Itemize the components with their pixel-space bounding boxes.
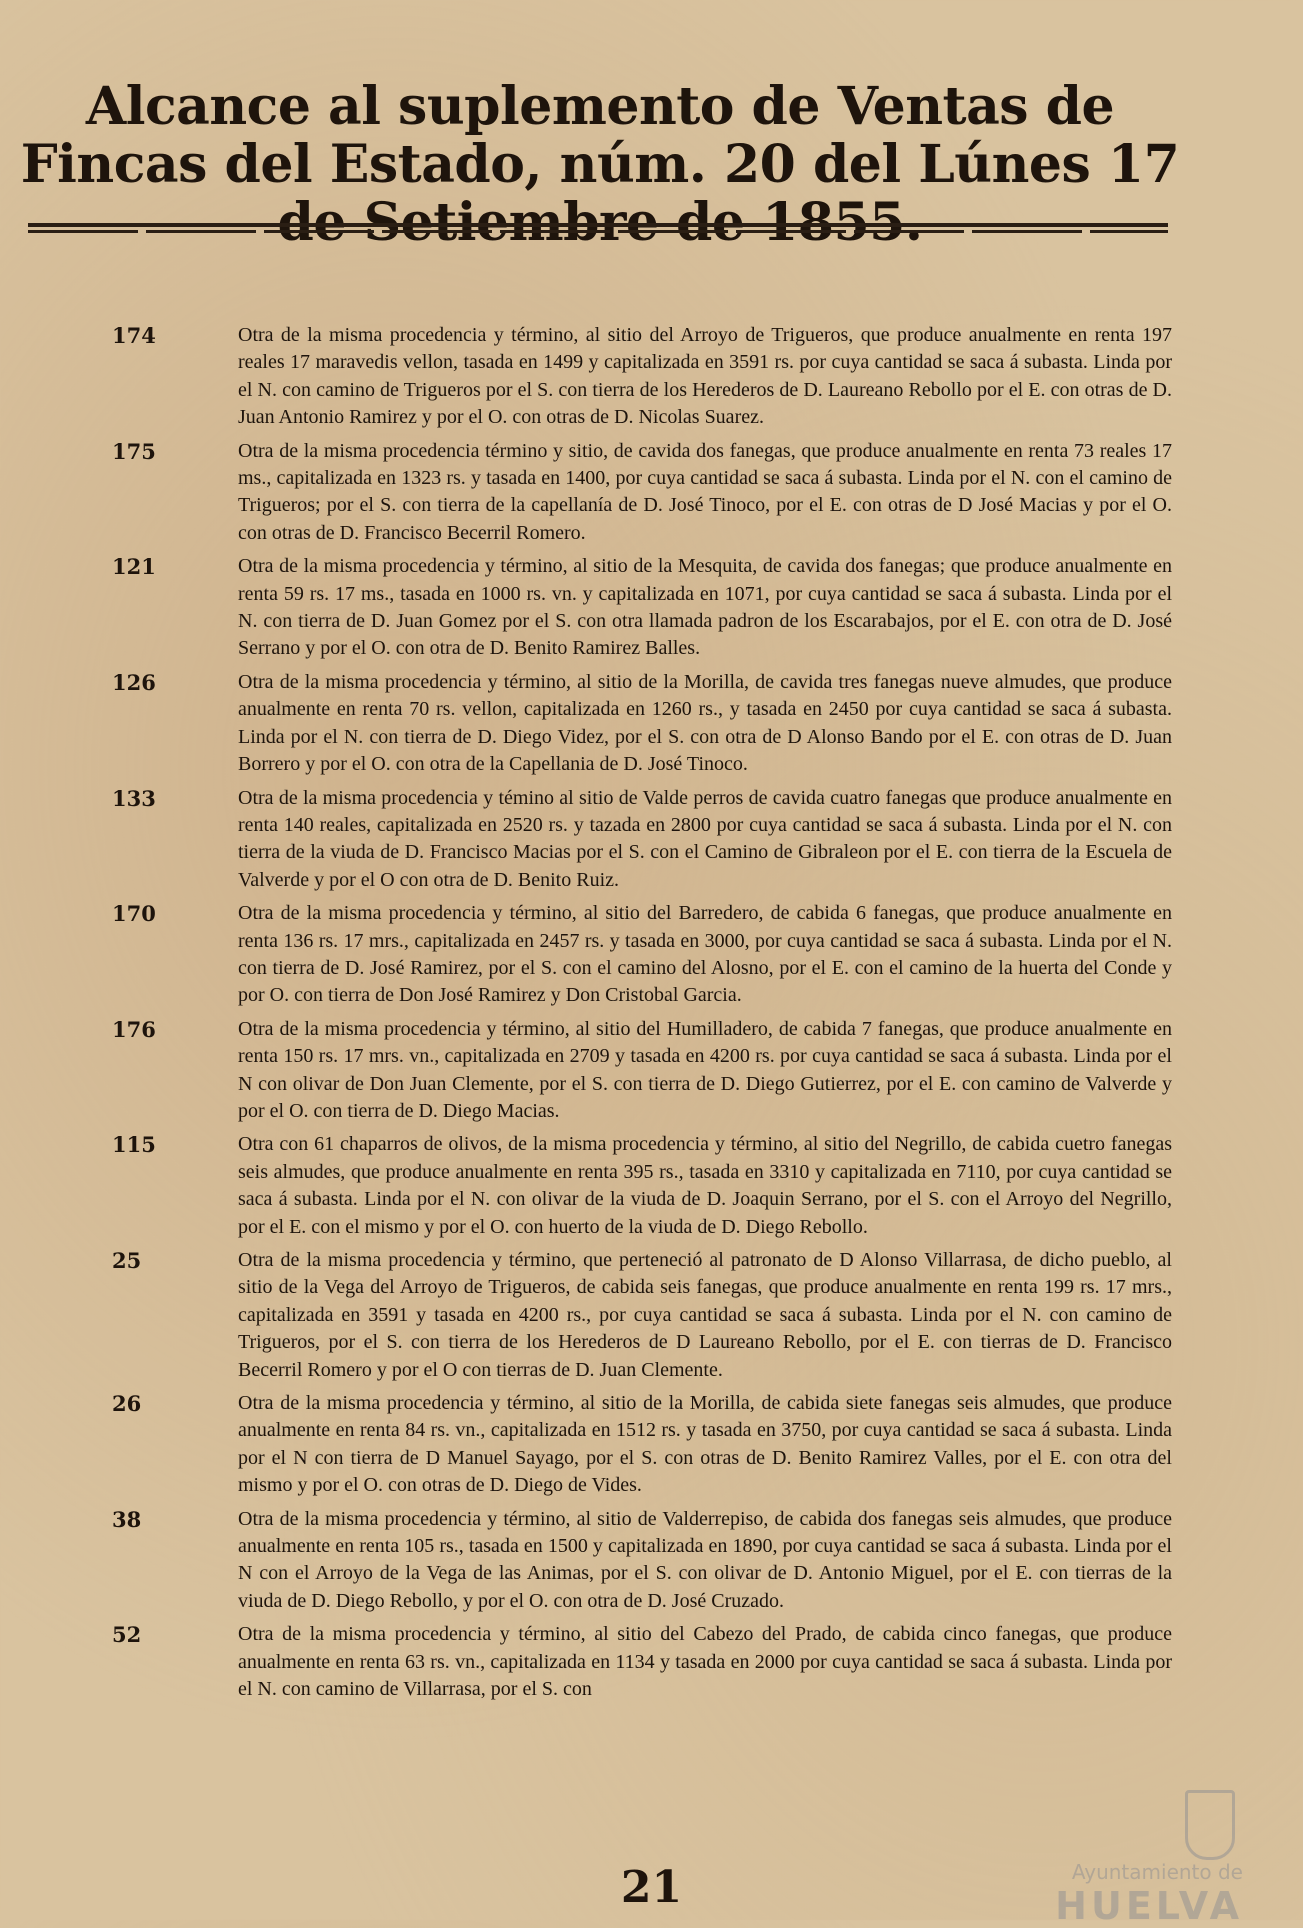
entry-number: 170 xyxy=(112,901,156,927)
entry-number: 174 xyxy=(112,323,156,348)
list-item xyxy=(20,553,1180,663)
list-item xyxy=(20,900,1180,1010)
watermark-line2: HUELVA xyxy=(1055,1884,1243,1928)
entry-text: Otra con 61 chaparros de olivos, de la misma procedencia y término, al sitio del Negrillo, de cabida cuetro fanegas seis almudes, que produce anualmente en renta 395 rs., tasada en 3310 y capitalizada en 7110, por cuya cantidad se saca á subasta. Linda por el N. con olivar de la viuda de D. Joaquin Serrano, por el S. con el Arroyo del Negrillo, por el E. con el mismo y por el O. con huerto de la viuda de D. Diego Rebollo. xyxy=(238,1133,1172,1238)
title-rule-dashed xyxy=(28,230,1168,233)
entry-text: Otra de la misma procedencia y término, al sitio de la Morilla, de cabida siete fanegas seis almudes, que produce anualmente en renta 84 rs. vn., capitalizada en 1512 rs. y tasada en 3750, por cuya cantidad se saca á subasta. Linda por el N con tierra de D Manuel Sayago, por el S. con otras de D. Benito Ramirez Valles, por el E. con otra del mismo y por el O. con otras de D. Diego de Vides. xyxy=(238,1392,1172,1497)
entry-number: 52 xyxy=(112,1622,142,1648)
entry-number: 126 xyxy=(112,669,156,695)
list-item xyxy=(20,669,1180,779)
entry-text: Otra de la misma procedencia y témino al sitio de Valde perros de cavida cuatro fanegas que produce anualmente en renta 140 reales, capitalizada en 2520 rs. y tazada en 2800 por cuya cantidad se saca á subasta. Linda por el N. con tierra de la viuda de D. Francisco Macias por el S. con el Camino de Gibraleon por el E. con tierra de la Escuela de Valverde y por el O con otra de D. Benito Ruiz. xyxy=(238,786,1172,891)
entry-text: Otra de la misma procedencia y término, al sitio del Humilladero, de cabida 7 fanegas, que produce anualmente en renta 150 rs. 17 mrs. vn., capitalizada en 2709 y tasada en 4200 rs. por cuya cantidad se saca á subasta. Linda por el N con olivar de Don Juan Clemente, por el S. con tierra de D. Diego Gutierrez, por el E. con camino de Valverde y por el O. con tierra de D. Diego Macias. xyxy=(238,1017,1172,1122)
entry-text: Otra de la misma procedencia y término, al sitio de Valderrepiso, de cabida dos fanegas seis almudes, que produce anualmente en renta 105 rs., tasada en 1500 y capitalizada en 1890, por cuya cantidad se saca á subasta. Linda por el N con el Arroyo de la Vega de las Animas, por el S. con olivar de D. Antonio Miguel, por el E. con tierras de la viuda de D. Diego Rebollo, y por el O. con otra de D. José Cruzado. xyxy=(238,1507,1172,1612)
list-item xyxy=(20,1621,1180,1703)
list-item xyxy=(20,438,1180,548)
entries-list xyxy=(20,322,1180,1706)
entry-number: 121 xyxy=(112,554,156,580)
entry-text: Otra de la misma procedencia y término, al sitio del Cabezo del Prado, de cabida cinco fanegas, que produce anualmente en renta 63 rs. vn., capitalizada en 1134 y tasada en 2000 por cuya cantidad se saca á subasta. Linda por el N. con camino de Villarrasa, por el S. con xyxy=(238,1623,1172,1701)
list-item xyxy=(20,322,1180,432)
list-item xyxy=(20,1016,1180,1126)
entry-number: 133 xyxy=(112,785,156,811)
list-item xyxy=(20,1506,1180,1616)
page-number: 21 xyxy=(620,1862,683,1913)
shield-icon xyxy=(1185,1790,1235,1860)
entry-number: 176 xyxy=(112,1016,156,1042)
list-item xyxy=(20,1390,1180,1500)
watermark-line1: Ayuntamiento de xyxy=(1071,1860,1243,1884)
entry-text: Otra de la misma procedencia término y sitio, de cavida dos fanegas, que produce anualmente en renta 73 reales 17 ms., capitalizada en 1323 rs. y tasada en 1400, por cuya cantidad se saca á subasta. Linda por el N. con el camino de Trigueros; por el S. con tierra de la capellanía de D. José Tinoco, por el E. con otras de D José Macias y por el O. con otras de D. Francisco Becerril Romero. xyxy=(238,439,1172,544)
entry-text: Otra de la misma procedencia y término, al sitio del Arroyo de Trigueros, que produce anualmente en renta 197 reales 17 maravedis vellon, tasada en 1499 y capitalizada en 3591 rs. por cuya cantidad se saca á subasta. Linda por el N. con camino de Trigueros por el S. con tierra de los Herederos de D. Laureano Rebollo por el E. con otras de D. Juan Antonio Ramirez y por el O. con otras de D. Nicolas Suarez. xyxy=(238,324,1172,429)
list-item xyxy=(20,785,1180,895)
entry-number: 25 xyxy=(112,1248,142,1273)
entry-text: Otra de la misma procedencia y término, al sitio del Barredero, de cabida 6 fanegas, que produce anualmente en renta 136 rs. 17 mrs., capitalizada en 2457 rs. y tasada en 3000, por cuya cantidad se saca á subasta. Linda por el N. con tierra de D. José Ramirez, por el S. con el camino del Alosno, por el E. con el camino de la huerta del Conde y por O. con tierra de Don José Ramirez y Don Cristobal Garcia. xyxy=(238,902,1172,1007)
list-item xyxy=(20,1247,1180,1384)
page-title: Alcance al suplemento de Ventas de Fincas del Estado, núm. 20 del Lúnes 17 xyxy=(20,76,1180,195)
list-item xyxy=(20,1131,1180,1241)
entry-text: Otra de la misma procedencia y término, al sitio de la Morilla, de cavida tres fanegas nueve almudes, que produce anualmente en renta 70 rs. vellon, capitalizada en 1260 rs., y tasada en 2450 por cuya cantidad se saca á subasta. Linda por el N. con tierra de D. Diego Videz, por el S. con otra de D Alonso Bando por el E. con otras de D. Juan Borrero y por el O. con otra de la Capellania de D. José Tinoco. xyxy=(238,670,1172,776)
entry-number: 115 xyxy=(112,1132,156,1158)
watermark xyxy=(993,1790,1243,1928)
title-rule xyxy=(28,223,1168,227)
entry-number: 175 xyxy=(112,438,156,464)
entry-text: Otra de la misma procedencia y término, que perteneció al patronato de D Alonso Villarrasa, de dicho pueblo, al sitio de la Vega del Arroyo de Trigueros, de cabida seis fanegas, que produce anualmente en renta 199 rs. 17 mrs., capitalizada en 3591 y tasada en 4200 rs., por cuya cantidad se saca á subasta. Linda por el N. con camino de Trigueros, por el S. con tierra de los Herederos de D Laureano Rebollo, por el E. con tierras de D. Francisco Becerril Romero y por el O con tierras de D. Juan Clemente. xyxy=(238,1249,1172,1381)
entry-number: 38 xyxy=(112,1506,142,1532)
entry-text: Otra de la misma procedencia y término, al sitio de la Mesquita, de cavida dos fanegas; que produce anualmente en renta 59 rs. 17 ms., tasada en 1000 rs. vn. y capitalizada en 1071, por cuya cantidad se saca á subasta. Linda por el N. con tierra de D. Juan Gomez por el S. con otra llamada padron de los Escarabajos, por el E. con otra de D. José Serrano y por el O. con otra de D. Benito Ramirez Balles. xyxy=(238,555,1172,660)
entry-number: 26 xyxy=(112,1391,142,1417)
